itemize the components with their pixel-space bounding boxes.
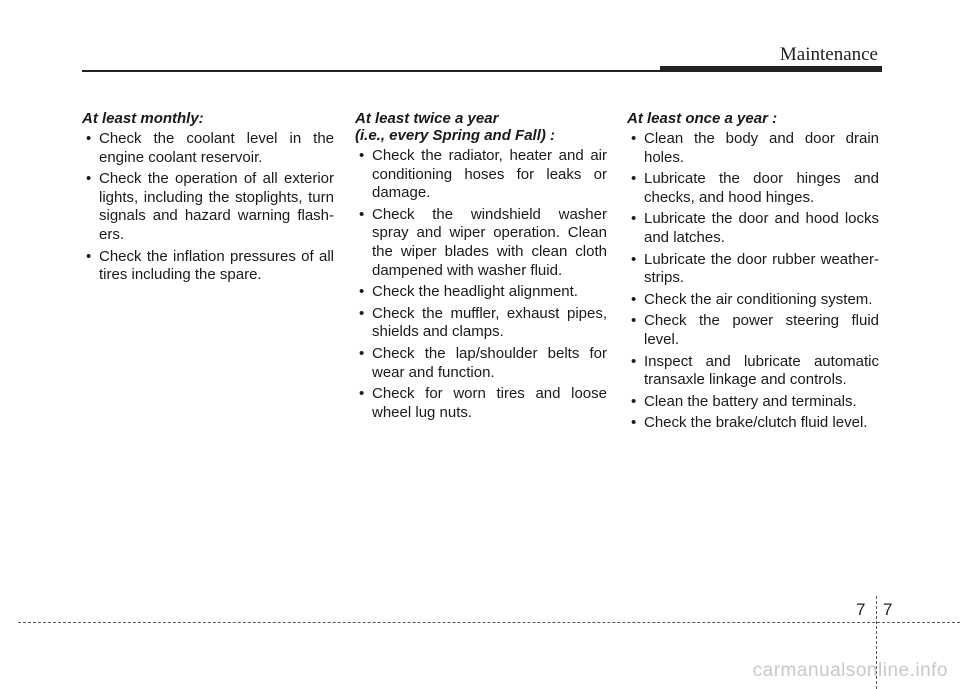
bullet-icon: • xyxy=(631,352,637,370)
bullet-icon: • xyxy=(631,414,637,432)
bullet-icon: • xyxy=(86,130,92,147)
list-item-text: Check the lap/shoulder belts for wear and function. xyxy=(372,344,607,381)
footer-rule xyxy=(18,622,960,623)
bullet-icon: • xyxy=(359,205,365,223)
list-item xyxy=(355,385,607,422)
list-item xyxy=(627,170,879,207)
list-item-text: Check the power steering fluid level. xyxy=(644,312,879,348)
list-item xyxy=(627,312,879,349)
column-yearly xyxy=(627,110,879,436)
bullet-icon: • xyxy=(359,147,365,164)
bullet-icon: • xyxy=(631,290,637,308)
list-item xyxy=(82,248,334,285)
list-item xyxy=(627,291,879,310)
list-item-text: Clean the body and door drain holes. xyxy=(644,130,879,166)
list-item xyxy=(627,393,879,412)
list-item xyxy=(627,210,879,247)
list-item-text: Check the operation of all exterior lights, including the stoplights, turn signals and hazard warning flash-ers. xyxy=(99,170,334,243)
bullet-icon: • xyxy=(631,170,637,188)
list-item xyxy=(627,353,879,390)
bullet-icon: • xyxy=(359,344,365,362)
list-item-text: Check the windshield washer spray and wiper operation. Clean the wiper blades with clean cloth dampened with washer fluid. xyxy=(372,205,607,279)
bullet-icon: • xyxy=(359,283,365,301)
list-item xyxy=(355,147,607,203)
list-item-text: Inspect and lubricate automatic transaxle linkage and controls. xyxy=(644,352,879,389)
section-heading-yearly: At least once a year : xyxy=(627,110,778,127)
list-item-text: Check the muffler, exhaust pipes, shields and clamps. xyxy=(372,304,607,341)
list-item xyxy=(355,283,607,302)
bullet-icon: • xyxy=(86,170,92,188)
list-item xyxy=(627,414,879,433)
list-item-text: Lubricate the door and hood locks and latches. xyxy=(644,210,879,246)
bullet-icon: • xyxy=(631,210,637,228)
list-item xyxy=(627,251,879,288)
list-item-text: Check the brake/clutch fluid level. xyxy=(644,414,868,432)
page-number: 7 xyxy=(883,600,893,619)
column-twice-yearly xyxy=(355,110,607,425)
list-item xyxy=(355,345,607,382)
list-item-text: Lubricate the door hinges and checks, and hood hinges. xyxy=(644,170,879,206)
bullet-icon: • xyxy=(631,130,637,147)
list-item-text: Check the coolant level in the engine coolant reservoir. xyxy=(99,130,334,166)
list-item-text: Check the radiator, heater and air conditioning hoses for leaks or damage. xyxy=(372,147,607,202)
list-item-text: Check for worn tires and loose wheel lug nuts. xyxy=(372,385,607,421)
column-monthly xyxy=(82,110,334,288)
bullet-list xyxy=(82,130,334,285)
list-item xyxy=(355,305,607,342)
bullet-icon: • xyxy=(359,385,365,403)
bullet-icon: • xyxy=(631,250,637,268)
header-rule-accent xyxy=(660,66,882,72)
list-item-text: Check the air conditioning system. xyxy=(644,290,873,308)
list-item-text: Check the headlight alignment. xyxy=(372,283,578,301)
bullet-list xyxy=(355,147,607,422)
list-item xyxy=(82,170,334,244)
section-heading-monthly: At least monthly: xyxy=(82,110,204,127)
bullet-icon: • xyxy=(359,304,365,322)
list-item-text: Clean the battery and terminals. xyxy=(644,392,857,410)
list-item xyxy=(82,130,334,167)
list-item-text: Check the inflation pressures of all tires including the spare. xyxy=(99,247,334,284)
chapter-number: 7 xyxy=(856,600,866,619)
list-item xyxy=(355,206,607,280)
section-heading-twice-yearly: At least twice a year (i.e., every Spring and Fall) : xyxy=(355,110,556,144)
bullet-list xyxy=(627,130,879,433)
list-item-text: Lubricate the door rubber weather-strips. xyxy=(644,250,879,287)
bullet-icon: • xyxy=(86,247,92,265)
list-item xyxy=(627,130,879,167)
bullet-icon: • xyxy=(631,312,637,330)
bullet-icon: • xyxy=(631,392,637,410)
watermark: carmanualsonline.info xyxy=(752,660,948,681)
page-header-title: Maintenance xyxy=(779,44,878,65)
